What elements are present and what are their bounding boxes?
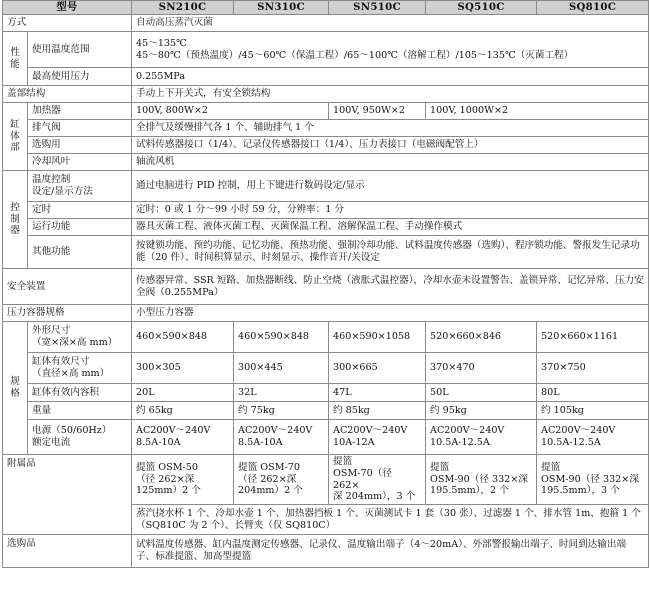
fan-row — [3, 154, 649, 171]
fan-label: 冷却风叶 — [28, 154, 132, 171]
safety-value: 传感器异常、SSR 短路、加热器断线、防止空烧（液胀式温控器），冷却水壶未设置警告、盖锁异常、记忆异常、压力安全阀（0.255MPa） — [132, 269, 649, 305]
heater-value-1: 100V, 800W×2 — [132, 103, 329, 120]
options-value: 试料传感器接口（1/4）、记录仪传感器接口（1/4）、压力表接口（电磁阀配管上） — [132, 137, 649, 154]
model-col-4: SQ510C — [426, 1, 537, 15]
safety-label: 安全装置 — [3, 269, 132, 305]
basket-2: 提篮 OSM-70 （径 262×深 204mm）2 个 — [234, 455, 329, 505]
weight-label: 重量 — [28, 402, 132, 420]
run-row — [3, 219, 649, 236]
fan-value: 轴流风机 — [132, 154, 649, 171]
max-pressure-row — [3, 68, 649, 86]
method-label: 方式 — [3, 15, 132, 32]
model-col-2: SN310C — [234, 1, 329, 15]
weight-4: 约 95kg — [426, 402, 537, 420]
accessories-others-value: 蒸汽挠水杯 1 个、冷却水壶 1 个、加热器挡板 1 个、灭菌测试卡 1 套（30 张）、过滤器 1 个、排水管 1m、抱箍 1 个（SQ810C 为 2 个）、长臂夹（仅 SQ810C） — [132, 505, 649, 535]
outer-size-5: 520×660×1161 — [537, 322, 649, 353]
method-value: 自动高压蒸汽灭菌 — [132, 15, 649, 32]
volume-row — [3, 384, 649, 402]
inner-size-label: 缸体有效尺寸 （直径×高 mm） — [28, 353, 132, 384]
model-col-5: SQ810C — [537, 1, 649, 15]
weight-1: 约 65kg — [132, 402, 234, 420]
volume-label: 缸体有效内容积 — [28, 384, 132, 402]
volume-2: 32L — [234, 384, 329, 402]
outer-size-label: 外形尺寸 （宽×深×高 mm） — [28, 322, 132, 353]
power-5: AC200V～240V 10.5A-12.5A — [537, 420, 649, 455]
temp-control-value: 通过电脑进行 PID 控制，用上下键进行数码设定/显示 — [132, 171, 649, 202]
exhaust-label: 排气阀 — [28, 120, 132, 137]
volume-5: 80L — [537, 384, 649, 402]
heater-value-3: 100V, 1000W×2 — [426, 103, 649, 120]
basket-4: 提篮 OSM-90（径 332×深 195.5mm），2 个 — [426, 455, 537, 505]
performance-group-label: 性 能 — [3, 32, 28, 86]
lid-label: 盖部结构 — [3, 86, 132, 103]
heater-label: 加热器 — [28, 103, 132, 120]
temp-control-row — [3, 171, 649, 202]
optional-value: 试料温度传感器、缸内温度测定传感器、记录仪、温度输出端子（4～20mA）、外部警报输出端子、时间到达输出端子、标准提篮、加高型提篮 — [132, 535, 649, 568]
temp-control-label: 温度控制 设定/显示方法 — [28, 171, 132, 202]
power-row — [3, 420, 649, 455]
max-pressure-value: 0.255MPa — [132, 68, 649, 86]
options-row — [3, 137, 649, 154]
volume-3: 47L — [329, 384, 426, 402]
exhaust-value: 全排气及缓慢排气各 1 个、辅助排气 1 个 — [132, 120, 649, 137]
temp-range-row — [3, 32, 649, 68]
temp-range-value: 45～135℃ 45～80℃（预热温度）/45～60℃（保温工程）/65～100℃（溶解工程）/105～135℃（灭菌工程） — [132, 32, 649, 68]
basket-3: 提篮 OSM-70（径 262× 深 204mm），3 个 — [329, 455, 426, 505]
inner-size-row — [3, 353, 649, 384]
max-pressure-label: 最高使用压力 — [28, 68, 132, 86]
inner-size-5: 370×750 — [537, 353, 649, 384]
vessel-label: 压力容器规格 — [3, 305, 132, 322]
model-header: 型号 — [3, 1, 132, 15]
basket-1: 提篮 OSM-50 （径 262×深 125mm）2 个 — [132, 455, 234, 505]
lid-value: 手动上下开关式，有安全锁结构 — [132, 86, 649, 103]
model-col-1: SN210C — [132, 1, 234, 15]
method-row — [3, 15, 649, 32]
basket-5: 提篮 OSM-90（径 332×深 195.5mm），3 个 — [537, 455, 649, 505]
weight-3: 约 85kg — [329, 402, 426, 420]
volume-1: 20L — [132, 384, 234, 402]
timer-label: 定时 — [28, 202, 132, 219]
temp-range-label: 使用温度范围 — [28, 32, 132, 68]
timer-row — [3, 202, 649, 219]
basket-row — [3, 455, 649, 505]
heater-row — [3, 103, 649, 120]
options-label: 选购用 — [28, 137, 132, 154]
other-functions-value: 按键锁功能、预约功能、记忆功能、预热功能、强制冷却功能、试料温度传感器（选购）、程序锁功能、警报发生记录功能（20 件）、时间积算显示、时刻显示、操作音开/关设定 — [132, 236, 649, 269]
other-functions-row — [3, 236, 649, 269]
weight-row — [3, 402, 649, 420]
power-3: AC200V～240V 10A-12A — [329, 420, 426, 455]
spec-group-label: 规 格 — [3, 322, 28, 455]
optional-row — [3, 535, 649, 568]
other-functions-label: 其他功能 — [28, 236, 132, 269]
heater-value-2: 100V, 950W×2 — [329, 103, 426, 120]
outer-size-row — [3, 322, 649, 353]
power-4: AC200V～240V 10.5A-12.5A — [426, 420, 537, 455]
vessel-row — [3, 305, 649, 322]
outer-size-4: 520×660×846 — [426, 322, 537, 353]
inner-size-2: 300×445 — [234, 353, 329, 384]
weight-2: 约 75kg — [234, 402, 329, 420]
exhaust-row — [3, 120, 649, 137]
model-col-3: SN510C — [329, 1, 426, 15]
safety-row — [3, 269, 649, 305]
control-group-label: 控 制 器 — [3, 171, 28, 269]
run-label: 运行功能 — [28, 219, 132, 236]
timer-value: 定时：0 或 1 分～99 小时 59 分，分辨率：1 分 — [132, 202, 649, 219]
accessories-label: 附属品 — [3, 455, 132, 535]
power-label: 电源（50/60Hz） 额定电流 — [28, 420, 132, 455]
inner-size-4: 370×470 — [426, 353, 537, 384]
optional-label: 选购品 — [3, 535, 132, 568]
run-value: 器具灭菌工程、液体灭菌工程、灭菌保温工程、溶解保温工程、手动操作模式 — [132, 219, 649, 236]
chamber-group-label: 缸 体 部 — [3, 103, 28, 171]
volume-4: 50L — [426, 384, 537, 402]
outer-size-1: 460×590×848 — [132, 322, 234, 353]
header-row — [3, 1, 649, 15]
outer-size-2: 460×590×848 — [234, 322, 329, 353]
inner-size-3: 300×665 — [329, 353, 426, 384]
weight-5: 约 105kg — [537, 402, 649, 420]
vessel-value: 小型压力容器 — [132, 305, 649, 322]
spec-table — [2, 0, 649, 568]
lid-row — [3, 86, 649, 103]
power-2: AC200V～240V 8.5A-10A — [234, 420, 329, 455]
power-1: AC200V～240V 8.5A-10A — [132, 420, 234, 455]
inner-size-1: 300×305 — [132, 353, 234, 384]
outer-size-3: 460×590×1058 — [329, 322, 426, 353]
